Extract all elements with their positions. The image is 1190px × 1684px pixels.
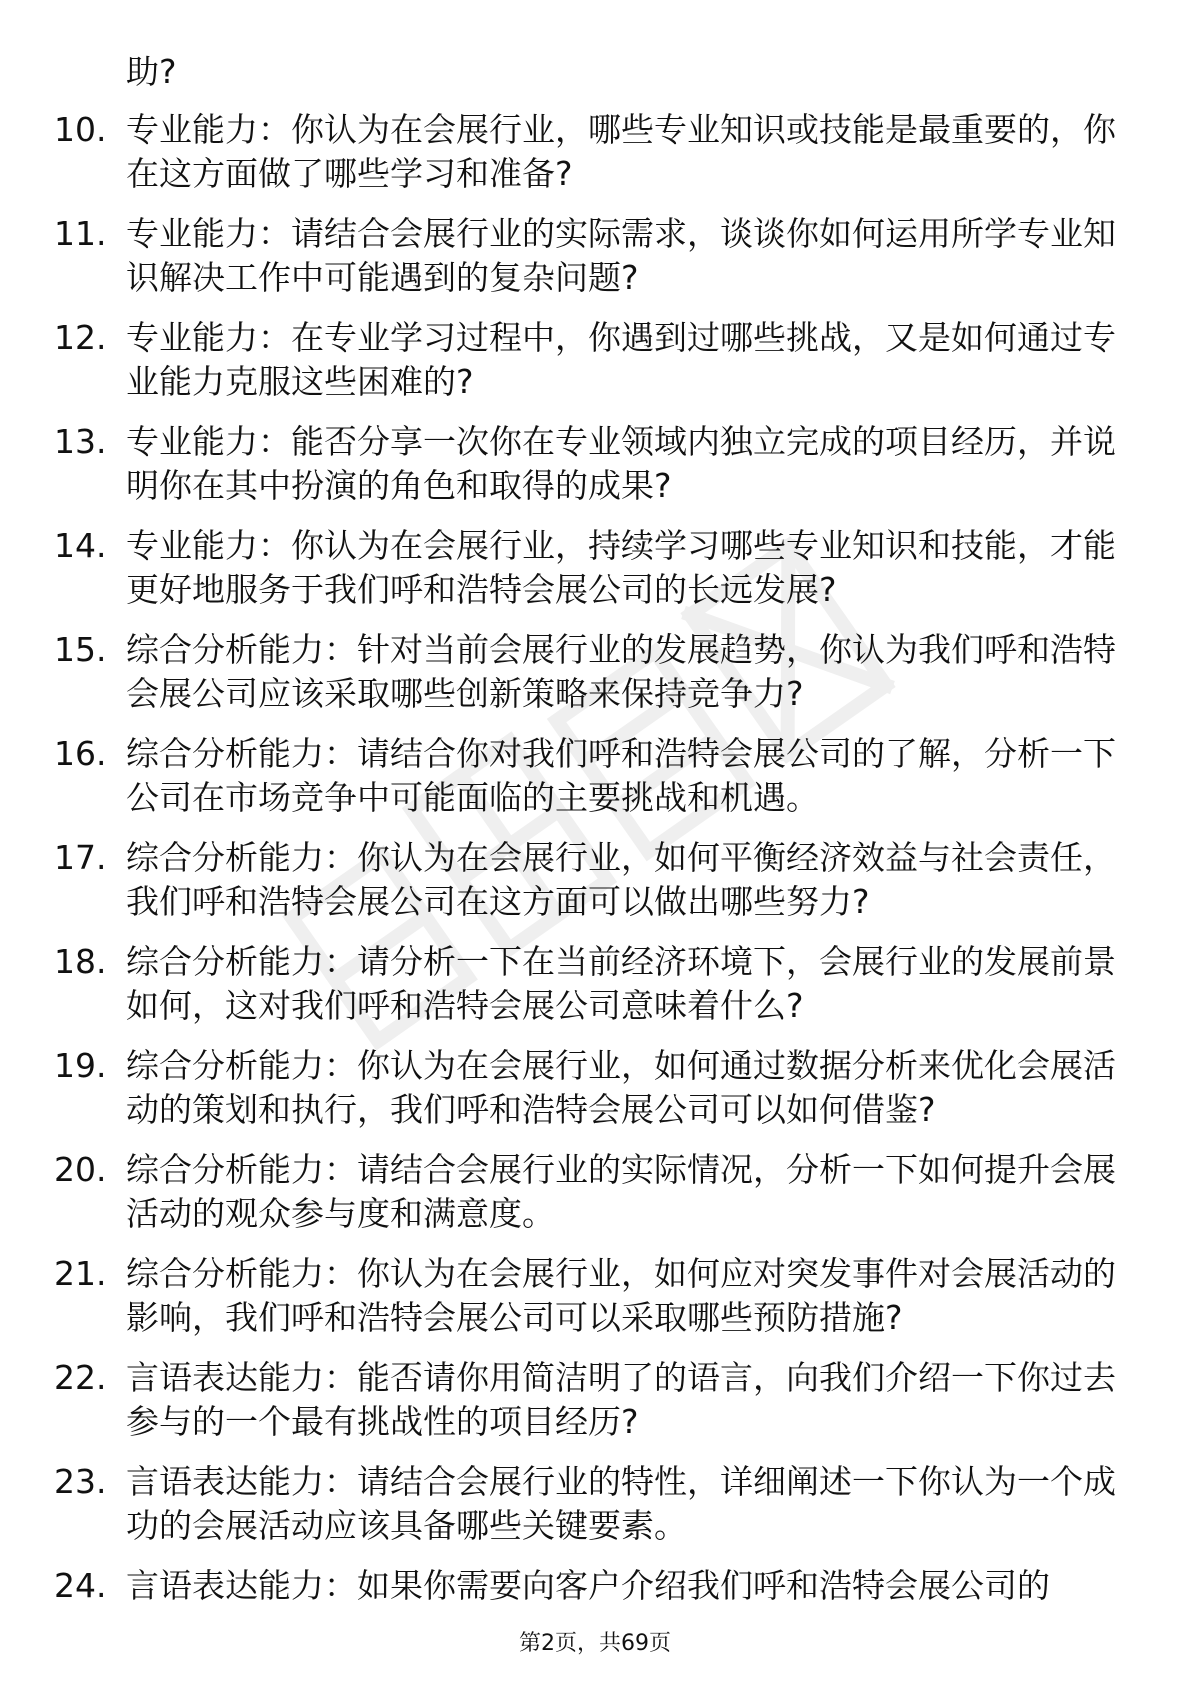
question-number: 15. — [54, 630, 107, 669]
question-text: 综合分析能力：请结合你对我们呼和浩特会展公司的了解，分析一下公司在市场竞争中可能面临的主要挑战和机遇。 — [126, 734, 1116, 817]
list-item — [0, 732, 1190, 836]
question-text: 综合分析能力：针对当前会展行业的发展趋势，你认为我们呼和浩特会展公司应该采取哪些创新策略来保持竞争力? — [126, 630, 1116, 713]
list-item — [0, 940, 1190, 1044]
list-item — [0, 836, 1190, 940]
question-text: 综合分析能力：你认为在会展行业，如何应对突发事件对会展活动的影响，我们呼和浩特会展公司可以采取哪些预防措施? — [126, 1254, 1116, 1337]
question-text: 专业能力：你认为在会展行业，哪些专业知识或技能是最重要的，你在这方面做了哪些学习和准备? — [126, 110, 1116, 193]
list-item — [0, 316, 1190, 420]
question-number: 17. — [54, 838, 107, 877]
question-number: 16. — [54, 734, 107, 773]
question-number: 14. — [54, 526, 107, 565]
question-number: 13. — [54, 422, 107, 461]
question-number: 22. — [54, 1358, 107, 1397]
question-number: 18. — [54, 942, 107, 981]
question-number: 12. — [54, 318, 107, 357]
list-item — [0, 1044, 1190, 1148]
question-number: 24. — [54, 1566, 107, 1605]
question-number: 23. — [54, 1462, 107, 1501]
question-text: 专业能力：在专业学习过程中，你遇到过哪些挑战，又是如何通过专业能力克服这些困难的? — [126, 318, 1116, 401]
list-item — [0, 628, 1190, 732]
list-item — [0, 524, 1190, 628]
question-text: 综合分析能力：请分析一下在当前经济环境下，会展行业的发展前景如何，这对我们呼和浩特会展公司意味着什么? — [126, 942, 1116, 1025]
question-text: 言语表达能力：请结合会展行业的特性，详细阐述一下你认为一个成功的会展活动应该具备哪些关键要素。 — [126, 1462, 1116, 1545]
question-number: 10. — [54, 110, 107, 149]
question-text: 综合分析能力：请结合会展行业的实际情况，分析一下如何提升会展活动的观众参与度和满意度。 — [126, 1150, 1116, 1233]
question-number: 11. — [54, 214, 107, 253]
list-item — [0, 1252, 1190, 1356]
question-number: 20. — [54, 1150, 107, 1189]
list-item — [0, 1356, 1190, 1460]
question-text: 综合分析能力：你认为在会展行业，如何平衡经济效益与社会责任，我们呼和浩特会展公司在这方面可以做出哪些努力? — [126, 838, 1116, 921]
question-text: 专业能力：请结合会展行业的实际需求，谈谈你如何运用所学专业知识解决工作中可能遇到的复杂问题? — [126, 214, 1116, 297]
question-text: 言语表达能力：能否请你用简洁明了的语言，向我们介绍一下你过去参与的一个最有挑战性的项目经历? — [126, 1358, 1116, 1441]
question-text: 言语表达能力：如果你需要向客户介绍我们呼和浩特会展公司的 — [126, 1566, 1050, 1605]
list-item — [0, 420, 1190, 524]
question-text: 综合分析能力：你认为在会展行业，如何通过数据分析来优化会展活动的策划和执行，我们呼和浩特会展公司可以如何借鉴? — [126, 1046, 1116, 1129]
list-item — [0, 1460, 1190, 1564]
question-text: 专业能力：能否分享一次你在专业领域内独立完成的项目经历，并说明你在其中扮演的角色和取得的成果? — [126, 422, 1116, 505]
list-item — [0, 1148, 1190, 1252]
continuation-text: 助? — [126, 52, 177, 91]
question-number: 19. — [54, 1046, 107, 1085]
page-footer: 第2页，共69页 — [519, 1631, 671, 1656]
question-number: 21. — [54, 1254, 107, 1293]
question-list — [0, 108, 1190, 1668]
list-item — [0, 108, 1190, 212]
question-text: 专业能力：你认为在会展行业，持续学习哪些专业知识和技能，才能更好地服务于我们呼和浩特会展公司的长远发展? — [126, 526, 1116, 609]
list-item — [0, 212, 1190, 316]
